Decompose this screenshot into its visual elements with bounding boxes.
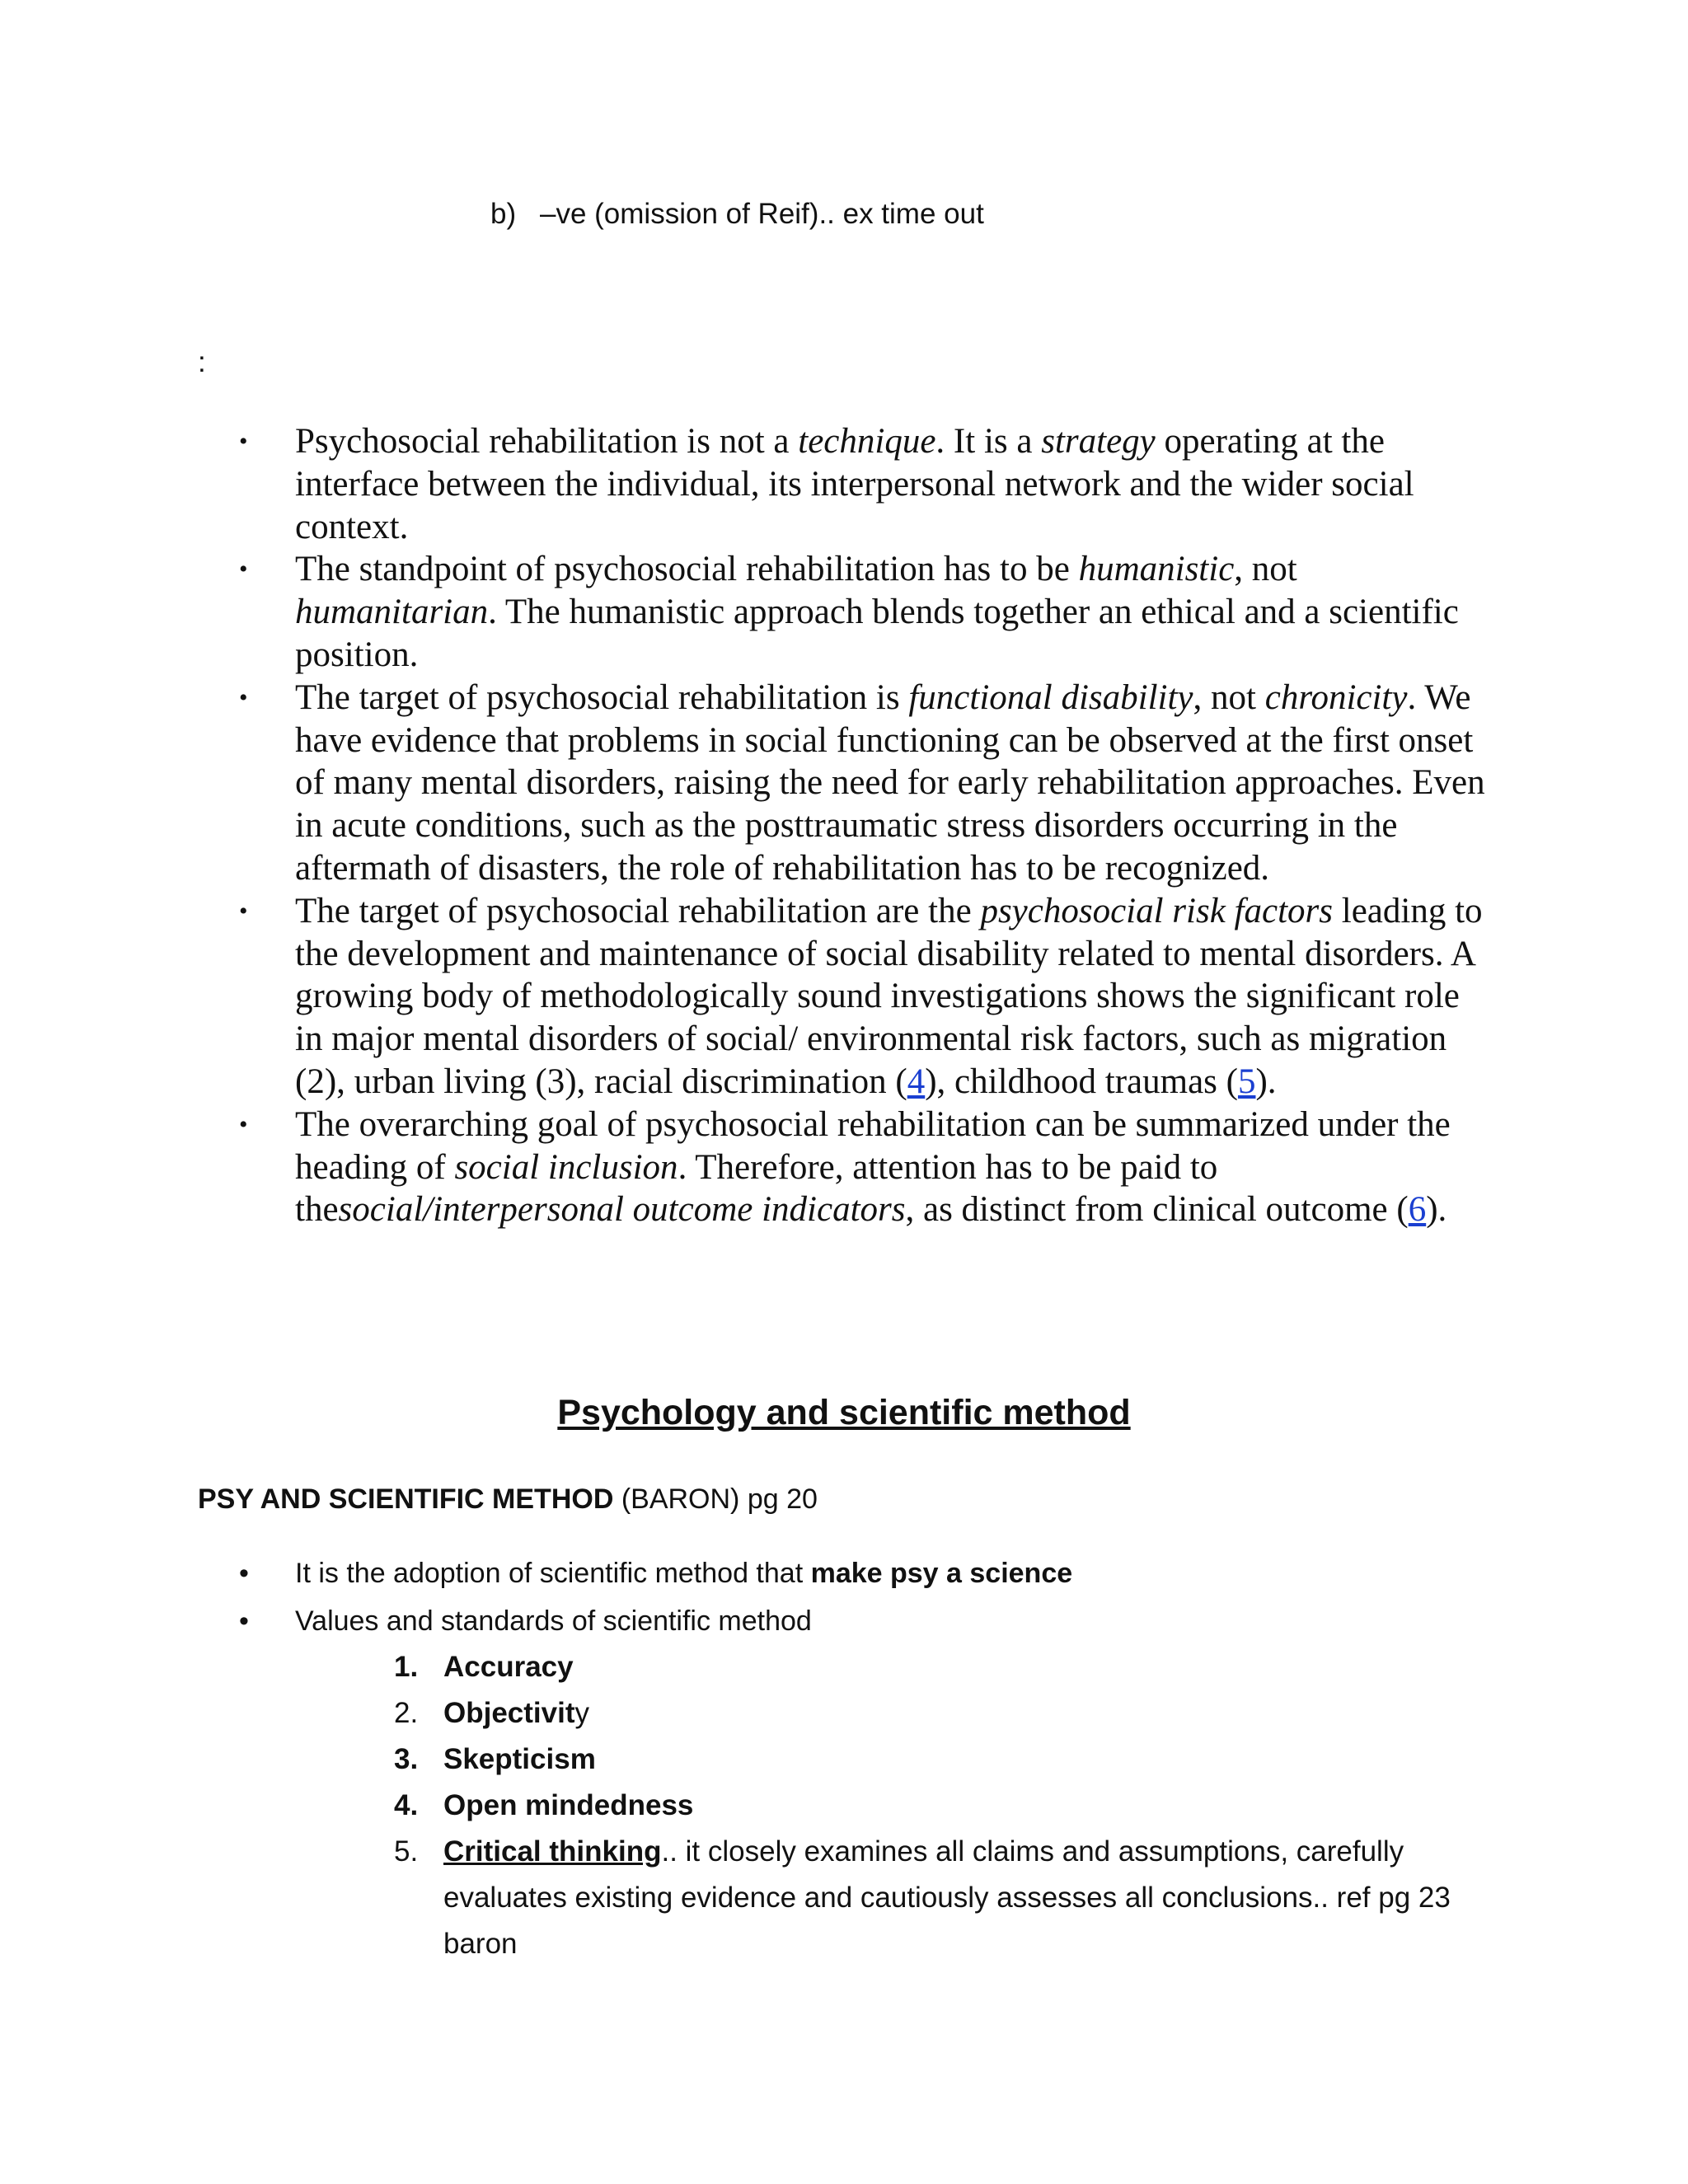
bullet-icon: • [239,1558,249,1589]
item-rest: y [574,1697,589,1729]
item-number: 3. [394,1743,419,1775]
italic-term: humanistic [1078,550,1235,589]
italic-term: social inclusion [454,1147,678,1187]
text-run: leading to the development and maintenance of social disability related to mental disorders. A growing body of methodologically sound investigations shows the significant role in major mental disorders of social/ environmental risk factors, such as migration (2), urban living (3), racial discrimination ( [295,891,1483,1101]
item-rest: .. it closely examines all claims and assumptions, carefully evaluates existing evidence and cautiously assesses all conclusions.. ref pg 23 baron [443,1835,1451,1960]
list-item [239,1597,1492,1645]
text-run: The target of psychosocial rehabilitation is [295,677,909,717]
numbered-item [394,1783,1498,1829]
bullet-icon: • [239,897,248,925]
text-run: The standpoint of psychosocial rehabilitation has to be [295,550,1079,589]
text-run: The overarching goal of psychosocial rehabilitation can be summarized under the heading of [295,1104,1451,1187]
text-run: ), childhood traumas ( [925,1062,1238,1101]
reference-link-6[interactable]: 6 [1408,1190,1427,1230]
rehabilitation-bullet-list [239,420,1492,1231]
text-run: , not [1193,677,1265,717]
item-term: Accuracy [443,1651,574,1683]
bold-run: make psy a science [810,1558,1073,1589]
reference-link-5[interactable]: 5 [1237,1062,1256,1101]
italic-term: chronicity [1264,677,1408,717]
italic-term: strategy [1041,422,1156,461]
list-item [239,677,1492,890]
text-run: It is the adoption of scientific method that [295,1558,811,1589]
numbered-item [394,1690,1498,1736]
text-run: . It is a [935,422,1042,461]
top-line [490,198,984,231]
italic-term: social/interpersonal outcome indicators [338,1190,906,1230]
item-term: Critical thinking [443,1835,662,1868]
list-item [239,1104,1492,1231]
numbered-item [394,1736,1498,1783]
baron-reference-line [198,1483,818,1516]
item-term: Open mindedness [443,1789,694,1821]
list-item [239,1549,1492,1597]
reference-link-4[interactable]: 4 [907,1062,926,1101]
text-run: The target of psychosocial rehabilitation are the [295,891,981,930]
text-run: , as distinct from clinical outcome ( [905,1190,1409,1230]
bullet-icon: • [239,555,248,583]
text-run: ). [1255,1062,1277,1101]
numbered-item [394,1644,1498,1690]
italic-term: psychosocial risk factors [980,891,1334,930]
top-line-text: –ve (omission of Reif).. ex time out [540,198,984,230]
item-number: 4. [394,1789,419,1821]
italic-term: humanitarian [295,593,489,632]
item-term: Skepticism [443,1743,596,1775]
item-number: 2. [394,1697,419,1729]
text-run: Values and standards of scientific method [295,1605,812,1637]
bullet-icon: • [239,1110,248,1138]
italic-term: technique [798,422,936,461]
bullet-icon: • [239,683,248,711]
list-item [239,890,1492,1104]
italic-term: functional disability [908,677,1193,717]
text-run: Psychosocial rehabilitation is not a [295,422,799,461]
text-run: , not [1234,550,1297,589]
item-term: Objectivit [443,1697,575,1729]
list-marker: b) [490,198,517,230]
text-run: operating at the interface between the individual, its interpersonal network and the wider social context. [295,422,1414,546]
list-item [239,548,1492,676]
item-number: 1. [394,1651,419,1683]
scientific-values-numbered-list [394,1644,1498,1967]
section-heading: Psychology and scientific method [557,1393,1131,1432]
list-item [239,420,1492,548]
scientific-method-bullet-list [239,1549,1492,1645]
text-run: . The humanistic approach blends together an ethical and a scientific position. [295,593,1459,674]
item-number: 5. [394,1835,419,1868]
numbered-item [394,1829,1498,1967]
text-run: . We have evidence that problems in social functioning can be observed at the first onset of many mental disorders, raising the need for early rehabilitation approaches. Even in acute conditions, such as the posttraumatic stress disorders occurring in the aftermath of disasters, the role of rehabilitation has to be recognized. [295,677,1485,888]
bullet-icon: • [239,428,248,455]
bullet-icon: • [239,1605,249,1637]
stray-colon: : [198,346,206,378]
text-run: ). [1426,1190,1447,1230]
text-run: . Therefore, attention has to be paid to the [295,1147,1218,1230]
baron-line-bold: PSY AND SCIENTIFIC METHOD [198,1483,614,1515]
baron-line-rest: (BARON) pg 20 [613,1483,818,1515]
